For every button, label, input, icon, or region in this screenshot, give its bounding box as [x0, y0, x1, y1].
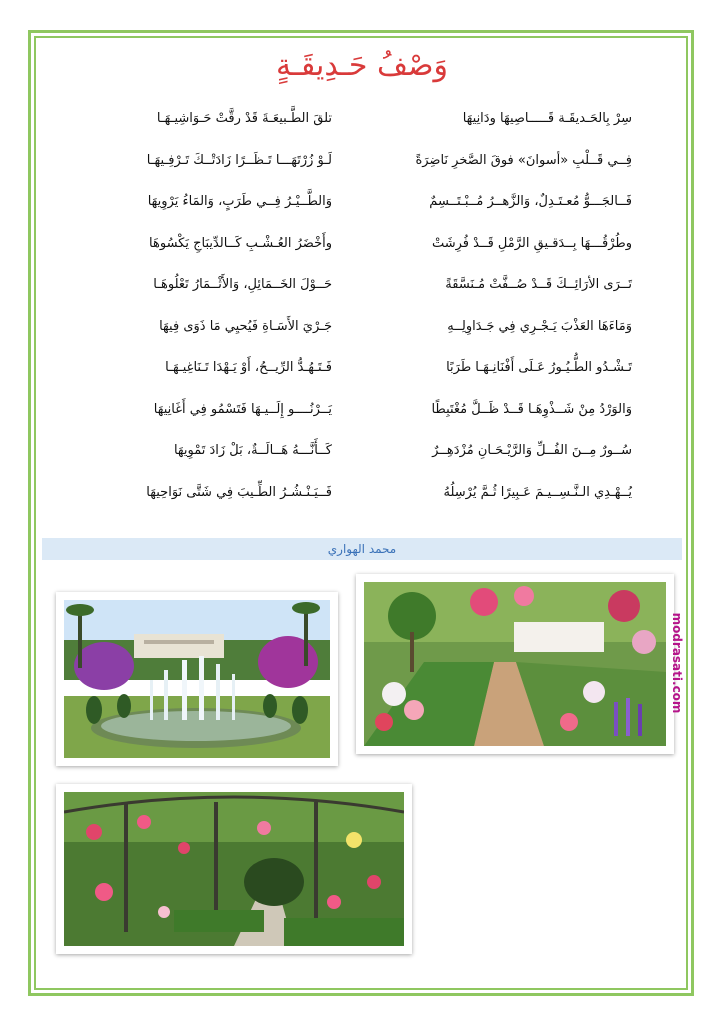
watermark	[668, 590, 686, 740]
verse	[92, 472, 632, 514]
verse	[92, 347, 632, 389]
verse-second-hemistich: حَــوْلَ الخَــمَائِلِ، وَالأَثْــمَارُ تَعْلُوهَـا	[153, 277, 332, 293]
verse-second-hemistich: جَـرْيَ الأَسَـاةِ فَيُحيِي مَا ذَوَى فِيهَا	[159, 318, 332, 334]
verse	[92, 223, 632, 265]
verse-first-hemistich: فَــالجَـــوُّ مُعـتَـدِلٌ، وَالزَّهــرُ مُــبْـتَــسِمٌ	[429, 194, 632, 210]
verse	[92, 181, 632, 223]
verse-first-hemistich: وَمَاءَهَا العَذْبَ يَـجْـرِي فِي جَـدَاوِلِــهِ	[447, 318, 632, 334]
flower-path-image	[364, 582, 666, 746]
verse-second-hemistich: يَــرْنُــــو إِلَــيـهَا فَتَسْمُو فِي أَغَانِيهَا	[153, 401, 332, 417]
verse-second-hemistich: فَــيَـنْـشُـرُ الطِّـيبَ فِي شَتَّى نَوَاحِيهَا	[146, 484, 332, 500]
verse-first-hemistich: وَالوَرْدُ مِنْ شَــذْوِهَـا قَــدْ ظَــلَّ مُغْتَبِطًا	[431, 401, 632, 417]
poem-title: وَصْفُ حَـدِيقَـةٍ	[275, 48, 449, 83]
verse-first-hemistich: يُــهْـدِي الـنَّـسِــيـمَ عَـبِيرًا ثُـمَّ يُرْسِلُهُ	[443, 484, 632, 500]
verse-first-hemistich: سُــورٌ مِــنَ الفُــلِّ وَالرَّيْـحَـانِ مُزْدَهِــرٌ	[432, 443, 632, 459]
verse-first-hemistich: تَــرَى الأرَائِــكَ قَــدْ صُــفَّتْ مُـنَسَّقَةً	[445, 277, 632, 293]
verse	[92, 306, 632, 348]
verse-first-hemistich: فِــي قَــلْبِ «أسوانَ» فوقَ الصَّخرِ نَاضِرَةً	[415, 152, 632, 168]
author-name: محمد الهواري	[42, 538, 682, 560]
poem-verses	[92, 98, 632, 513]
garden-photo-fountain	[56, 592, 338, 766]
verse-second-hemistich: كَــأَنَّـــهُ هَــالَــةٌ، بَلْ زَادَ تَمْوِيهَا	[173, 443, 332, 459]
fountain-garden-image	[64, 600, 330, 758]
watermark-text: modrasati.com	[670, 612, 684, 714]
verse	[92, 389, 632, 431]
verse-first-hemistich: تَـشْـدُو الطُّـيُـورُ عَـلَى أَفْنَانِـهَـا طَرَبًا	[446, 360, 632, 376]
verse-second-hemistich: وَالطَّــيْـرُ فِــي طَرَبٍ، وَالمَاءُ يَرْوِيهَا	[147, 194, 332, 210]
verse	[92, 140, 632, 182]
verse-second-hemistich: وأَخْضَرُ العُـشْـبِ كَــالدِّيبَاجِ يَكْسُوهَا	[149, 235, 332, 251]
garden-photo-pergola	[56, 784, 412, 954]
rose-pergola-image	[64, 792, 404, 946]
verse-second-hemistich: فَـتَـهُـدُّ الرِّيــحُ، أَوْ يَـهْدَا تَـنَاغِيـهَـا	[165, 360, 332, 376]
verse-first-hemistich: سِرْ بِالحَـديقَـة قَـــــاصِيهَا ودَانِيهَا	[462, 111, 632, 127]
verse-second-hemistich: تلقَ الطَّـبيعَـةَ قَدْ رقَّتْ حَـوَاشِيـهَـا	[156, 111, 332, 127]
verse-first-hemistich: وطُرْقُـــهَا بِــدَقـيقِ الرَّمْلِ قَــدْ فُرِشَتْ	[431, 235, 632, 251]
verse	[92, 430, 632, 472]
verse-second-hemistich: لَـوْ زُرْتَهَـــا تَـظَــرًا زَادَتْــكَ تَـرْفِـيهَـا	[146, 152, 332, 168]
verse	[92, 264, 632, 306]
garden-photo-path	[356, 574, 674, 754]
verse	[92, 98, 632, 140]
